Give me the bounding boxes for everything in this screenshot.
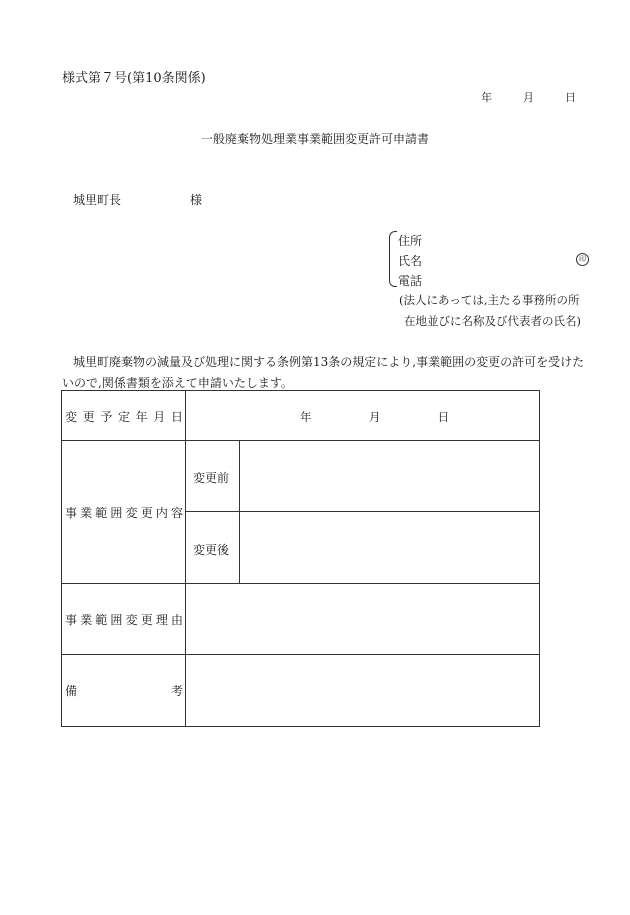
- application-date: [481, 89, 576, 105]
- corporate-note-line1: (法人にあっては,主たる事務所の所: [399, 293, 580, 307]
- date-year-label: 年: [481, 91, 492, 104]
- phone-label: 電話: [398, 274, 423, 288]
- date-month-label: 月: [523, 91, 534, 104]
- document-title: 一般廃棄物処理業事業範囲変更許可申請書: [200, 132, 429, 146]
- scheduled-date-field[interactable]: [300, 409, 449, 425]
- before-change-field[interactable]: [240, 441, 539, 511]
- seal-mark-icon: 印: [576, 253, 589, 266]
- change-reason-label: 事 業 範 囲 変 更 理 由: [65, 613, 183, 627]
- applicant-bracket: [389, 231, 397, 287]
- after-change-field[interactable]: [240, 512, 539, 583]
- before-change-label: 変更前: [193, 471, 230, 485]
- scheduled-date-day: 日: [437, 410, 450, 424]
- form-number: 様式第７号(第10条関係): [62, 71, 206, 86]
- recipient-honorific: 様: [190, 193, 203, 207]
- application-table: [61, 390, 540, 727]
- remarks-label: 備 考: [65, 684, 183, 698]
- scheduled-date-year: 年: [300, 410, 312, 424]
- application-statement: 城里町廃棄物の減量及び処理に関する条例第13条の規定により,事業範囲の変更の許可を受けたいので,関係書類を添えて申請いたします。: [62, 355, 585, 390]
- date-day-label: 日: [565, 91, 576, 104]
- change-content-label: 事 業 範 囲 変 更 内 容: [65, 506, 183, 520]
- scheduled-date-month: 月: [368, 410, 381, 424]
- scheduled-date-label: 変 更 予 定 年 月 日: [65, 410, 183, 424]
- address-label: 住所: [398, 234, 423, 248]
- after-change-label: 変更後: [193, 543, 230, 557]
- name-label: 氏名: [398, 254, 423, 268]
- change-reason-field[interactable]: [186, 584, 539, 654]
- remarks-field[interactable]: [186, 655, 539, 726]
- corporate-note-line2: 在地並びに名称及び代表者の氏名): [404, 314, 581, 328]
- recipient-name: 城里町長: [73, 193, 122, 207]
